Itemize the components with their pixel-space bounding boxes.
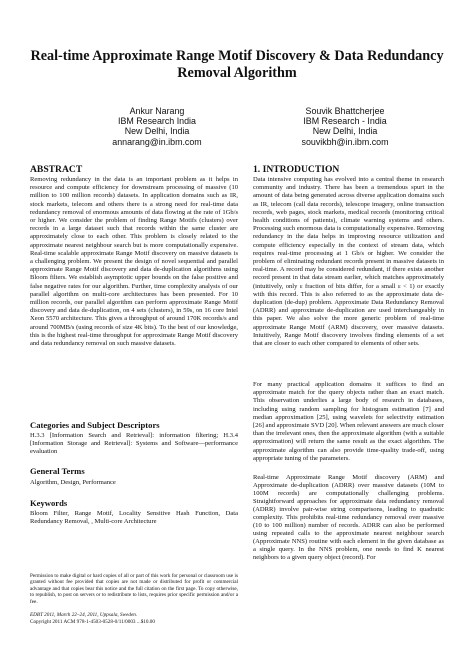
author-email[interactable]: souvikbh@in.ibm.com <box>301 136 389 147</box>
paper-title: Real-time Approximate Range Motif Discovery & Data Redundancy Removal Algorithm <box>30 48 444 81</box>
keywords-text: Bloom Filter, Range Motif, Locality Sensitive Hash Function, Data Redundancy Removal, , Multi-core Architecture <box>30 510 238 526</box>
keywords-heading: Keywords <box>30 498 68 508</box>
author-location: New Delhi, India <box>124 126 190 137</box>
author-location: New Delhi, India <box>312 126 378 137</box>
author-block <box>265 106 425 147</box>
introduction-paragraph: Real-time Approximate Range Motif discovery (ARM) and Approximate de-duplication (ADRR) over massive datasets (10M to 100M records) are computationally challenging problems. Straightforward approaches for approximate data redundancy removal (ADRR) involve pair-wise string comparisons, leading to quadratic complexity. This prohibits real-time redundancy removal over massive (10 to 100 million) number of records. ADRR can also be performed using repeated calls to the approximate nearest neighbour search (Approximate NNS) routine with each element in the given database as a single query. In the NNS problem, one needs to find K nearest neighbors to a given query object (record). For <box>253 474 444 561</box>
author-name: Souvik Bhattcherjee <box>305 106 385 116</box>
introduction-paragraph: For many practical application domains it suffices to find an approximate match for the query objects rather than an exact match. This observation underlies a large body of research in databases, including using random sampling for histogram estimation [7] and median approximation [25], using wavelets for selectivity estimation [26] and approximate SVD [20]. When relevant answers are much closer than the irrelevant ones, then the approximate algorithm (with a suitable approximation) will return the same result as the exact algorithm. The approximate algorithm can also provide time-quality trade-off, using appropriate tuning of the parameters. <box>253 381 444 462</box>
categories-text: H.3.3 [Information Search and Retrieval]: information filtering; H.3.4 [Information Storage and Retrieval]: Systems and Software—performance evaluation <box>30 432 238 456</box>
abstract-heading: ABSTRACT <box>30 164 83 175</box>
introduction-paragraph: Data intensive computing has evolved into a central theme in research community and industry. There has been a tremendous spurt in the amount of data being generated across diverse application domains such as IR, telecom (call data records), telescope imagery, online transaction records, web pages, stock markets, medical records (monitoring critical health conditions of patients), climate warning systems and others. Processing such enormous data is computationally expensive. Removing redundancy in the data helps in improving resource utilization and compute efficiency especially in the context of stream data, which requires real-time processing at 1 Gb/s or higher. We consider the problem of eliminating redundant records present in massive datasets in real-time. A record may be considered redundant, if there exists another record present in that data stream earlier, which matches approximately (intuitively, only ε fraction of bits differ, for a small ε < 1) or exactly with this record. This is also referred to as the approximate data de-duplication (de-dup) problem. Approximate Data Redundancy Removal (ADRR) and approximate de-duplication are used interchangeably in this paper. We also solve the more generic problem of real-time approximate Range Motif (ARM) discovery, over massive datasets. Intuitively, Range Motif discovery involves finding elements of a set that are closer to each other compared to elements of other sets. <box>253 176 444 348</box>
author-block <box>77 106 237 147</box>
author-affiliation: IBM Research - India <box>303 116 387 127</box>
categories-heading: Categories and Subject Descriptors <box>30 420 160 430</box>
conference-line: EDBT 2011, March 22–24, 2011, Uppsala, Sweden. <box>30 612 138 618</box>
copyright-notice: Permission to make digital or hard copies of all or part of this work for personal or classroom use is granted without fee provided that copies are not made or distributed for profit or commercial advantage and that copies bear this notice and the full citation on the first page. To copy otherwise, to republish, to post on servers or to redistribute to lists, requires prior specific permission and/or a fee. <box>30 573 238 605</box>
author-email[interactable]: annarang@in.ibm.com <box>112 136 202 147</box>
introduction-heading: 1. INTRODUCTION <box>253 164 340 175</box>
copyright-line: Copyright 2011 ACM 978-1-4503-0528-0/11/0003 ...$10.00 <box>30 619 155 625</box>
general-terms-text: Algorithm, Design, Performance <box>30 479 116 486</box>
general-terms-heading: General Terms <box>30 466 85 476</box>
abstract-text: Removing redundancy in the data is an important problem as it helps in resource and compute efficiency for downstream processing of massive (10 million to 100 million records) datasets. In application domains such as IR, stock markets, telecom and others there is a strong need for real-time data redundancy removal of enormous amounts of data flowing at the rate of 1Gb/s or higher. We consider the problem of finding Range Motifs (clusters) over records in a large dataset such that records within the same cluster are approximately close to each other. This problem is closely related to the approximate nearest neighbour search but is more computationally expensive. Real-time scalable approximate Range Motif discovery on massive datasets is a challenging problem. We present the design of novel sequential and parallel approximate Range Motif discovery and data de-duplication algorithms using Bloom filters. We establish asymptotic upper bounds on the false positive and false negative rates for our algorithm. Further, time complexity analysis of our parallel algorithm on multi-core architectures has been presented. For 10 million records, our parallel algorithm can perform approximate Range Motif discovery and data de-duplication, on 4 sets (clusters), in 59s, on 16 core Intel Xeon 5570 architecture. This gives a throughput of around 170K records/s and around 700MB/s (using records of size 4K bits). To the best of our knowledge, this is the highest real-time throughput for approximate Range Motif discovery and data redundancy removal on such massive datasets. <box>30 176 238 348</box>
author-affiliation: IBM Research India <box>118 116 196 127</box>
author-name: Ankur Narang <box>129 106 185 116</box>
